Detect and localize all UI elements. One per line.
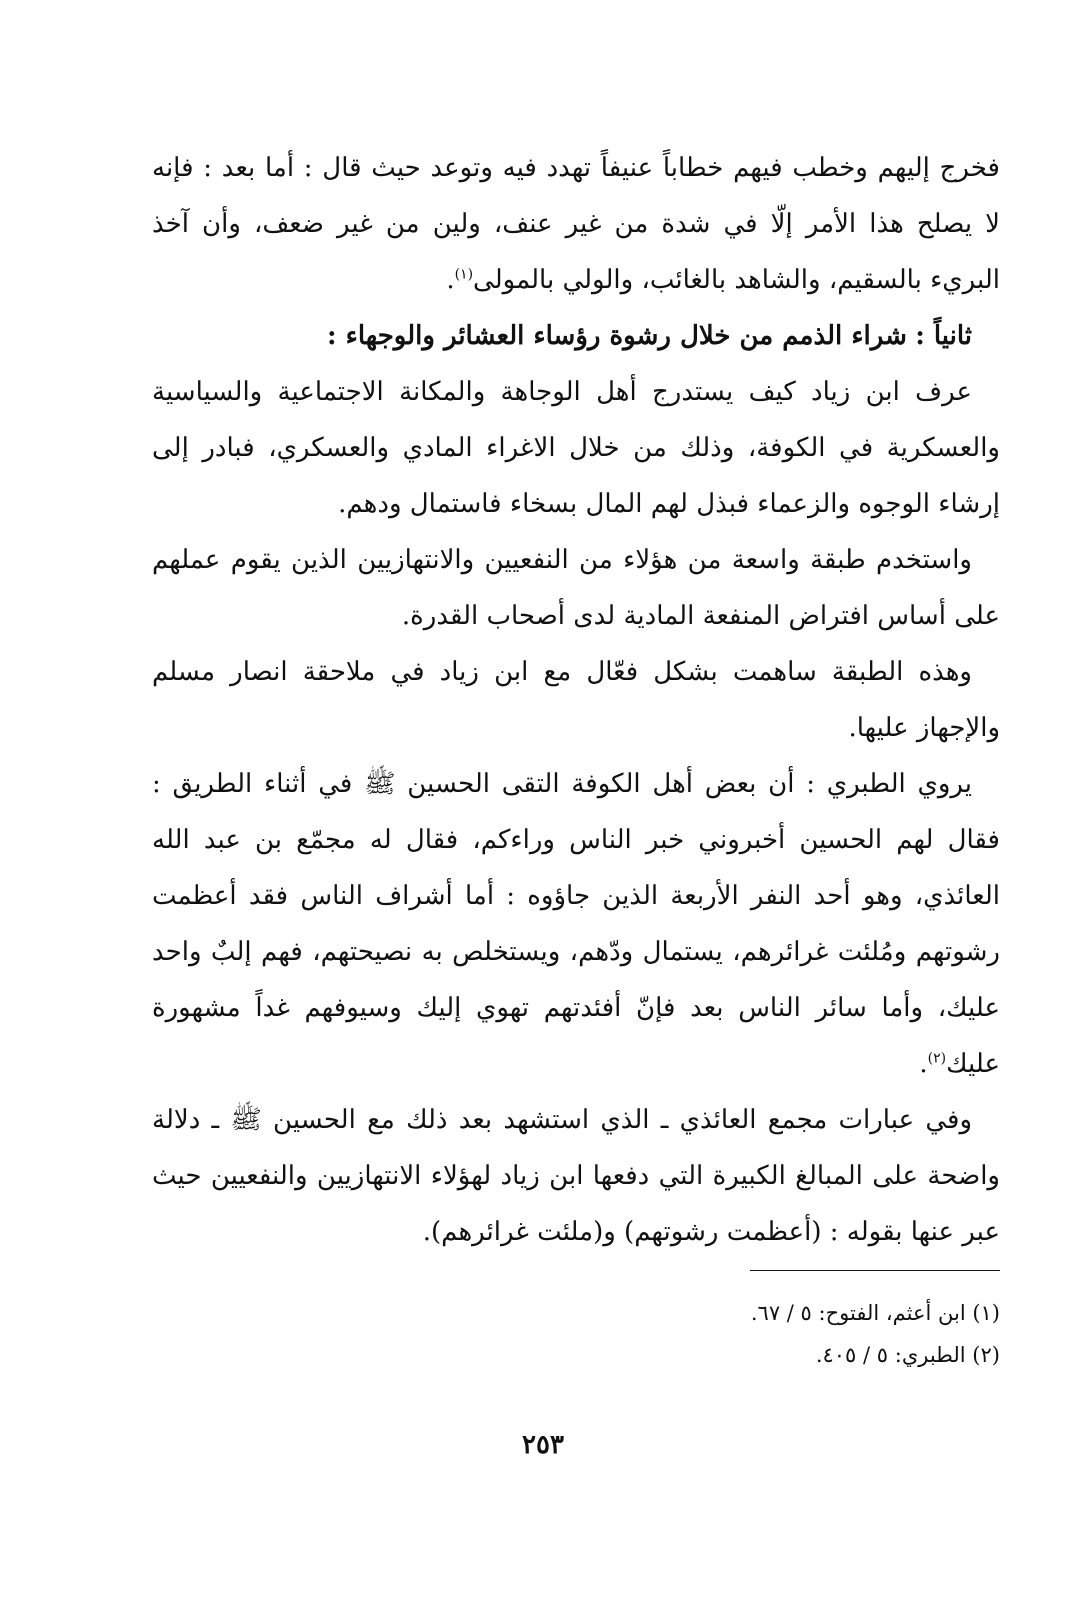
footnote-1: (١) ابن أعثم، الفتوح: ٥ / ٦٧. bbox=[750, 1301, 1000, 1325]
paragraph-3: واستخدم طبقة واسعة من هؤلاء من النفعيين والانتهازيين الذين يقوم عملهم على أساس افتراض المنفعة المادية لدى أصحاب القدرة. bbox=[152, 545, 1000, 631]
footnote-ref-1[interactable]: (١) bbox=[454, 266, 474, 283]
paragraph-2: عرف ابن زياد كيف يستدرج أهل الوجاهة والمكانة الاجتماعية والسياسية والعسكرية في الكوفة، وذلك من خلال الاغراء المادي والعسكري، فبادر إلى إرشاء الوجوه والزعماء فبذل لهم المال بسخاء فاستمال ودهم. bbox=[152, 377, 1000, 519]
paragraph-1-text: فخرج إليهم وخطب فيهم خطاباً عنيفاً تهدد فيه وتوعد حيث قال : أما بعد : فإنه لا يصلح هذا الأمر إلّا في شدة من غير عنف، ولين من غير ضعف، وأن آخذ البريء بالسقيم، والشاهد بالغائب، والولي بالمولى bbox=[152, 153, 1000, 295]
section-heading-text: شراء الذمم من خلال رشوة رؤساء العشائر والوجهاء : bbox=[326, 321, 907, 351]
footnote-divider bbox=[750, 1270, 1000, 1271]
paragraph-5-end: . bbox=[919, 1049, 928, 1079]
paragraph-1-end: . bbox=[446, 265, 455, 295]
section-heading-label: ثانياً : bbox=[915, 321, 972, 351]
section-heading bbox=[152, 308, 1000, 364]
footnotes bbox=[152, 1292, 1000, 1376]
paragraph-5-text: يروي الطبري : أن بعض أهل الكوفة التقى الحسين ﷺ في أثناء الطريق : فقال لهم الحسين أخبروني خبر الناس وراءكم، فقال له مجمّع بن عبد الله العائذي، وهو أحد النفر الأربعة الذين جاؤوه : أما أشراف الناس فقد أعظمت رشوتهم ومُلئت غرائرهم، يستمال ودّهم، ويستخلص به نصيحتهم، فهم إلبٌ واحد عليك، وأما سائر الناس بعد فإنّ أفئدتهم تهوي إليك وسيوفهم غداً مشهورة عليك bbox=[152, 769, 1000, 1079]
page-number: ٢٥٣ bbox=[522, 1430, 564, 1460]
paragraph-4: وهذه الطبقة ساهمت بشكل فعّال مع ابن زياد في ملاحقة انصار مسلم والإجهاز عليها. bbox=[152, 657, 1000, 743]
main-text bbox=[152, 140, 1000, 1260]
paragraph-5 bbox=[152, 756, 1000, 1092]
footnote-ref-2[interactable]: (٢) bbox=[927, 1050, 947, 1067]
paragraph-1 bbox=[152, 140, 1000, 308]
footnote-2: (٢) الطبري: ٥ / ٤٠٥. bbox=[815, 1343, 1000, 1367]
paragraph-6: وفي عبارات مجمع العائذي ـ الذي استشهد بعد ذلك مع الحسين ﷺ ـ دلالة واضحة على المبالغ الكبيرة التي دفعها ابن زياد لهؤلاء الانتهازيين والنفعيين حيث عبر عنها بقوله : (أعظمت رشوتهم) و(ملئت غرائرهم). bbox=[152, 1105, 1000, 1247]
